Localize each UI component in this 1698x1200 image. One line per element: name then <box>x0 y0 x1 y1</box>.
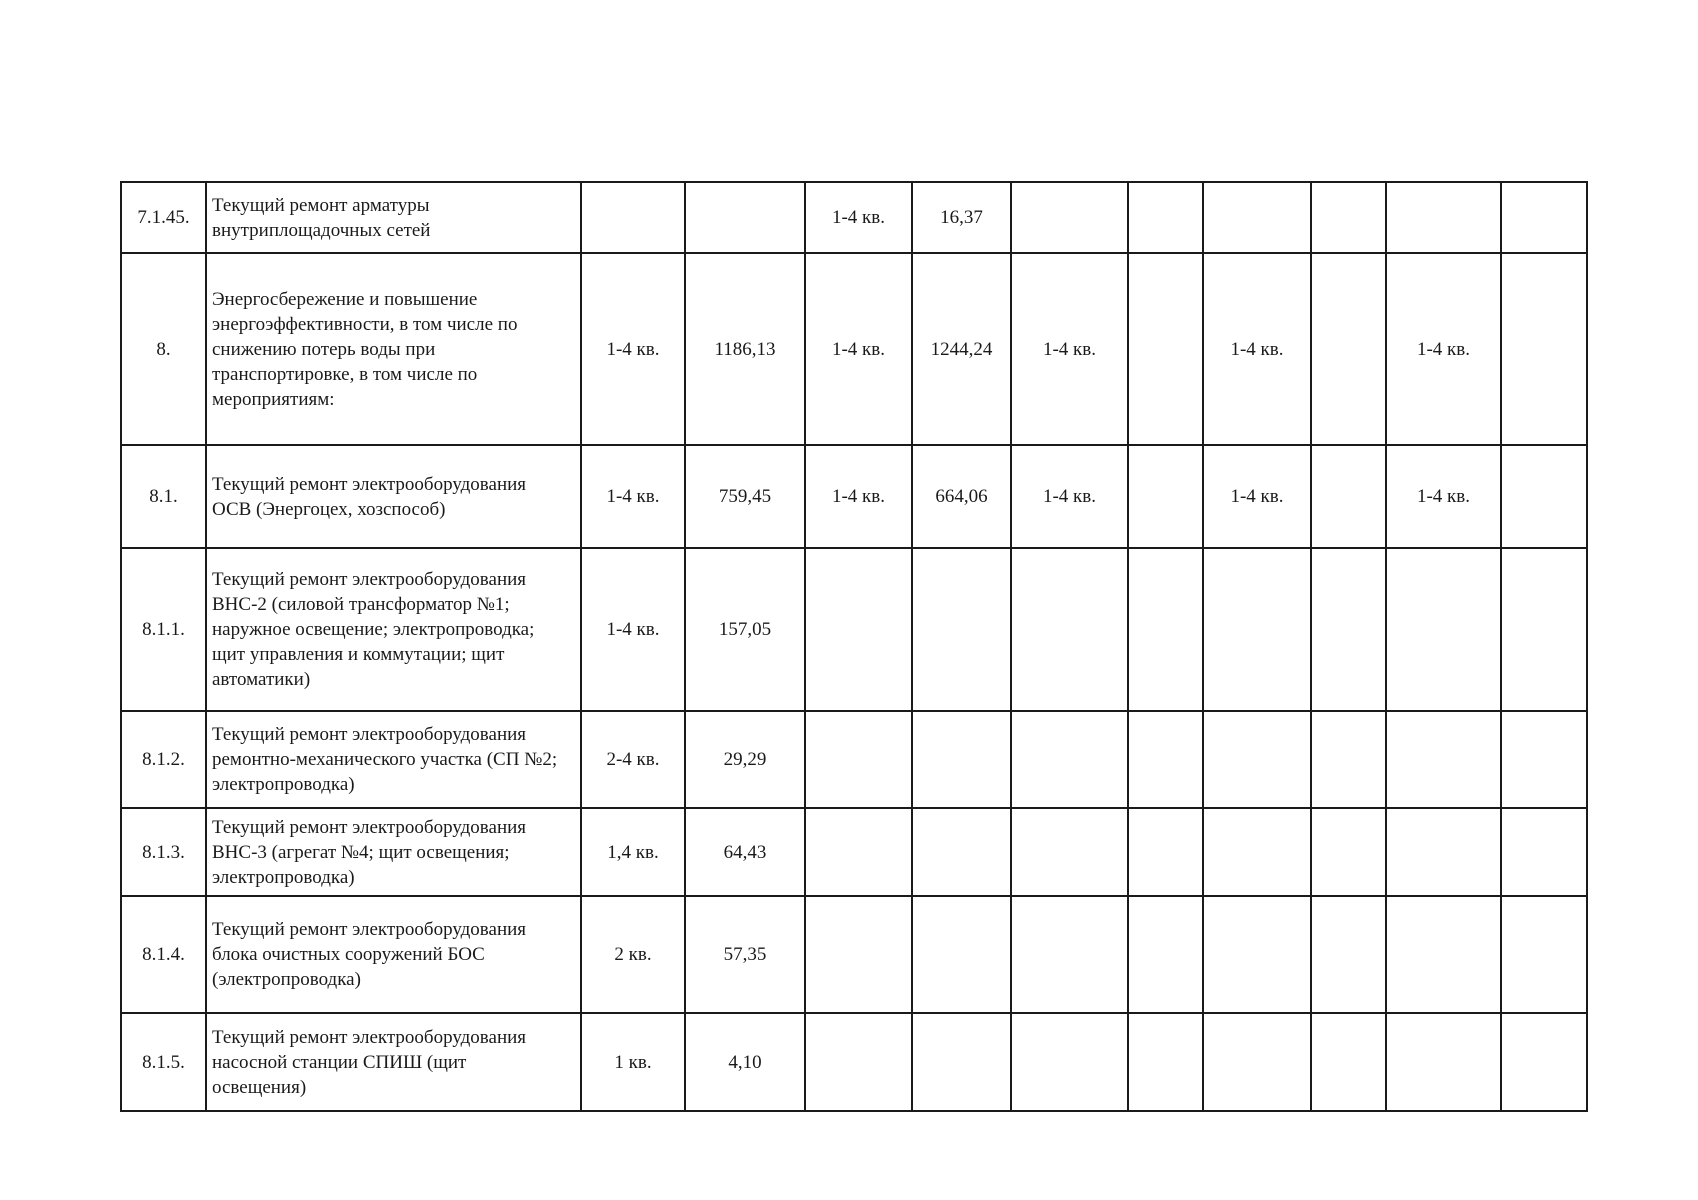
row-number: 8.1.3. <box>121 808 206 896</box>
cell <box>1203 808 1311 896</box>
cell <box>1311 253 1386 445</box>
cell: 1 кв. <box>581 1013 685 1111</box>
cell: 2-4 кв. <box>581 711 685 808</box>
cell <box>805 1013 912 1111</box>
row-description: Текущий ремонт электрооборудования ВНС-2 (силовой трансформатор №1; наружное освещение; электропроводка; щит управления и коммутации; щит автоматики) <box>206 548 581 711</box>
cell: 1,4 кв. <box>581 808 685 896</box>
cell <box>1128 253 1203 445</box>
cell: 1-4 кв. <box>1386 253 1501 445</box>
cell <box>805 711 912 808</box>
cell: 64,43 <box>685 808 805 896</box>
cell <box>1386 896 1501 1013</box>
row-description: Текущий ремонт электрооборудования ОСВ (Энергоцех, хозспособ) <box>206 445 581 548</box>
table-row <box>121 548 1587 711</box>
cell: 16,37 <box>912 182 1011 253</box>
cell <box>805 548 912 711</box>
table-row <box>121 711 1587 808</box>
row-number: 8. <box>121 253 206 445</box>
cell <box>1386 548 1501 711</box>
table-row <box>121 182 1587 253</box>
cell <box>1311 182 1386 253</box>
cell <box>1386 711 1501 808</box>
cell <box>1501 711 1587 808</box>
cell <box>1311 548 1386 711</box>
measures-table <box>120 181 1588 1112</box>
cell <box>1501 1013 1587 1111</box>
table-row <box>121 896 1587 1013</box>
cell <box>1501 808 1587 896</box>
row-description: Текущий ремонт электрооборудования ВНС-3 (агрегат №4; щит освещения; электропроводка) <box>206 808 581 896</box>
cell <box>1386 1013 1501 1111</box>
cell: 157,05 <box>685 548 805 711</box>
cell <box>1128 808 1203 896</box>
cell <box>1311 711 1386 808</box>
cell <box>1128 548 1203 711</box>
cell: 1-4 кв. <box>1386 445 1501 548</box>
cell <box>1386 182 1501 253</box>
cell: 1-4 кв. <box>1011 445 1128 548</box>
cell <box>1203 896 1311 1013</box>
cell <box>1203 548 1311 711</box>
cell <box>1128 896 1203 1013</box>
cell: 759,45 <box>685 445 805 548</box>
cell <box>1011 182 1128 253</box>
cell <box>912 548 1011 711</box>
cell <box>1501 182 1587 253</box>
cell: 1-4 кв. <box>805 445 912 548</box>
cell <box>685 182 805 253</box>
cell <box>1011 1013 1128 1111</box>
row-number: 8.1.4. <box>121 896 206 1013</box>
cell: 57,35 <box>685 896 805 1013</box>
cell <box>1011 808 1128 896</box>
cell: 1-4 кв. <box>805 253 912 445</box>
cell <box>1203 711 1311 808</box>
cell: 1-4 кв. <box>581 253 685 445</box>
cell <box>912 808 1011 896</box>
cell <box>1128 1013 1203 1111</box>
cell: 1-4 кв. <box>581 548 685 711</box>
cell: 1-4 кв. <box>1011 253 1128 445</box>
row-number: 8.1.5. <box>121 1013 206 1111</box>
cell <box>1311 1013 1386 1111</box>
cell: 1-4 кв. <box>1203 445 1311 548</box>
cell <box>1203 182 1311 253</box>
cell <box>1501 896 1587 1013</box>
cell: 2 кв. <box>581 896 685 1013</box>
row-description: Текущий ремонт электрооборудования блока очистных сооружений БОС (электропроводка) <box>206 896 581 1013</box>
table-row <box>121 808 1587 896</box>
cell <box>1011 896 1128 1013</box>
cell <box>1386 808 1501 896</box>
cell <box>1501 445 1587 548</box>
table-row <box>121 1013 1587 1111</box>
cell <box>912 711 1011 808</box>
row-number: 8.1. <box>121 445 206 548</box>
cell <box>1311 808 1386 896</box>
cell <box>1128 711 1203 808</box>
cell <box>1128 445 1203 548</box>
cell <box>1011 548 1128 711</box>
row-number: 8.1.2. <box>121 711 206 808</box>
table-row <box>121 253 1587 445</box>
cell: 1-4 кв. <box>1203 253 1311 445</box>
cell <box>1203 1013 1311 1111</box>
cell: 29,29 <box>685 711 805 808</box>
cell <box>1128 182 1203 253</box>
cell <box>1501 548 1587 711</box>
row-description: Текущий ремонт электрооборудования ремонтно-механического участка (СП №2; электропроводка) <box>206 711 581 808</box>
row-number: 8.1.1. <box>121 548 206 711</box>
cell <box>1311 445 1386 548</box>
cell: 1244,24 <box>912 253 1011 445</box>
cell <box>912 1013 1011 1111</box>
row-description: Энергосбережение и повышение энергоэффективности, в том числе по снижению потерь воды при транспортировке, в том числе по мероприятиям: <box>206 253 581 445</box>
row-description: Текущий ремонт электрооборудования насосной станции СПИШ (щит освещения) <box>206 1013 581 1111</box>
cell <box>1011 711 1128 808</box>
cell <box>912 896 1011 1013</box>
cell: 664,06 <box>912 445 1011 548</box>
cell: 1-4 кв. <box>805 182 912 253</box>
row-number: 7.1.45. <box>121 182 206 253</box>
table-row <box>121 445 1587 548</box>
cell: 1-4 кв. <box>581 445 685 548</box>
cell <box>1501 253 1587 445</box>
cell <box>805 896 912 1013</box>
row-description: Текущий ремонт арматуры внутриплощадочных сетей <box>206 182 581 253</box>
cell: 4,10 <box>685 1013 805 1111</box>
cell <box>805 808 912 896</box>
cell <box>1311 896 1386 1013</box>
cell <box>581 182 685 253</box>
cell: 1186,13 <box>685 253 805 445</box>
